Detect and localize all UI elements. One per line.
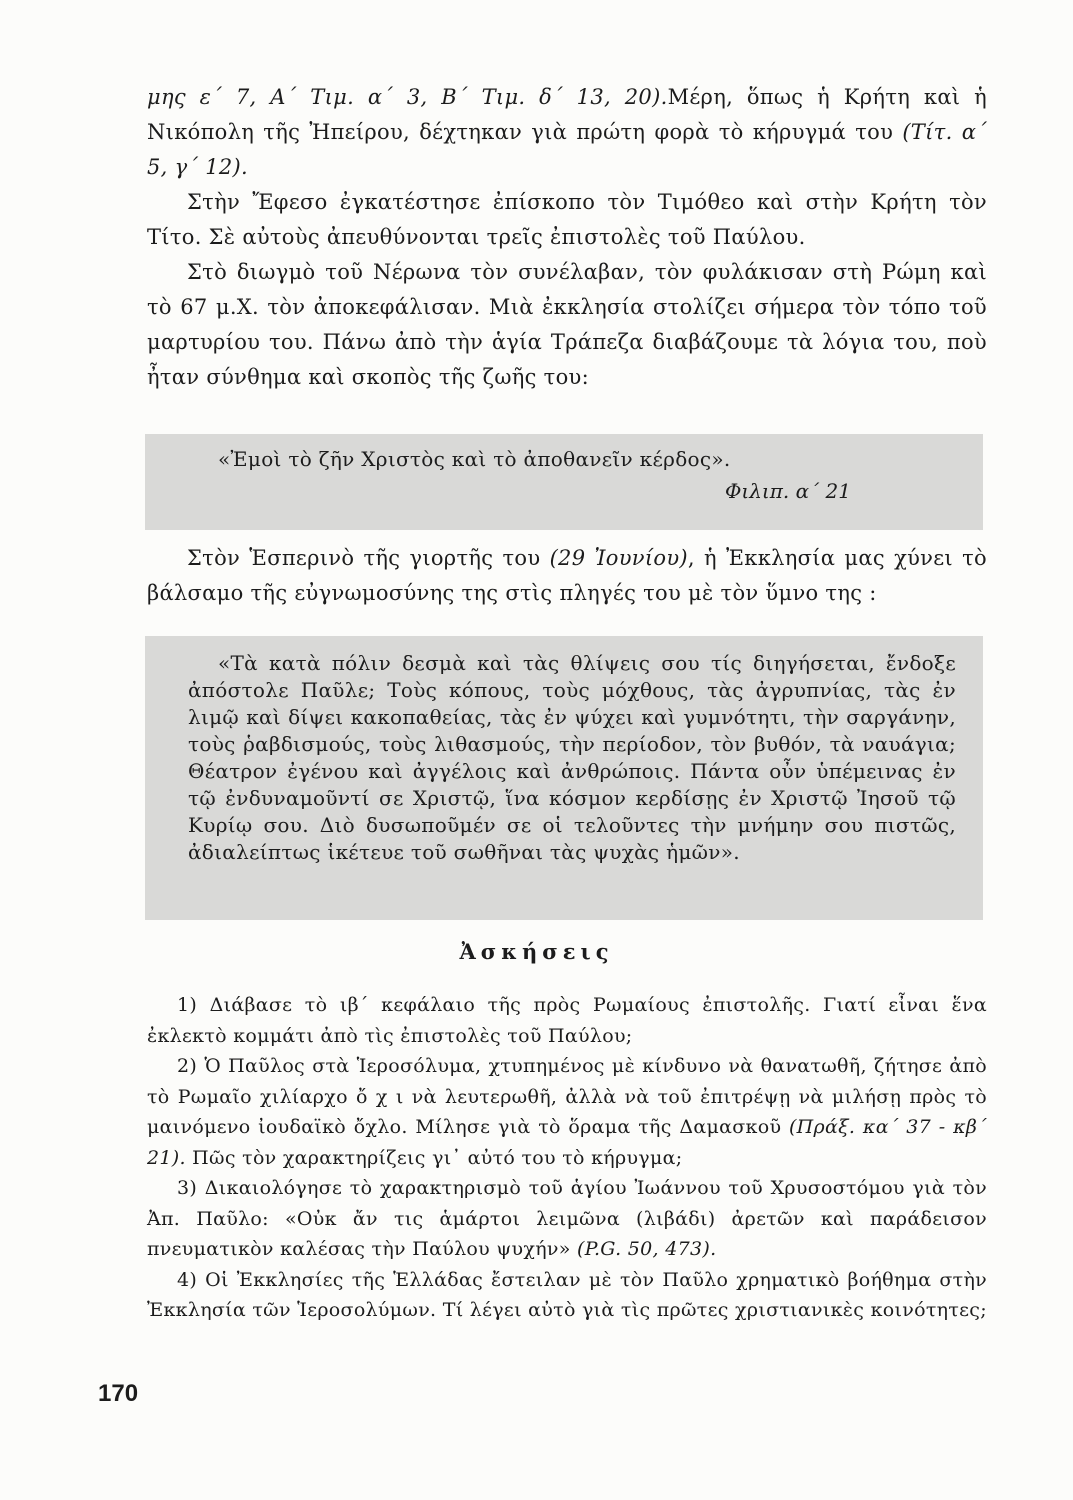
intro-sentence: Μέρη, ὅπως ἡ Κρήτη καὶ ἡ Νικόπολη τῆς Ἠπείρου, δέχτηκαν γιὰ πρώτη φορὰ τὸ κήρυγμά του: [147, 85, 987, 144]
exercise-number: 3): [177, 1177, 198, 1199]
exercise-text: Διάβασε τὸ ιβ΄ κεφάλαιο τῆς πρὸς Ρωμαίους ἐπιστολῆς. Γιατί εἶναι ἕνα ἐκλεκτὸ κομμάτι ἀπὸ τὶς ἐπιστολὲς τοῦ Παύλου;: [147, 994, 988, 1047]
exercise-text: Δικαιολόγησε τὸ χαρακτηρισμὸ τοῦ ἁγίου Ἰωάννου τοῦ Χρυσοστόμου γιὰ τὸν Ἀπ. Παῦλο: «Οὐκ ἄν τις ἁμάρτοι λειμῶνα (λιβάδι) ἀρετῶν καὶ παράδεισον πνευματικὸν καλέσας τὴν Παύλου ψυχήν»: [147, 1177, 987, 1260]
exercise-item: [147, 1173, 987, 1265]
quote-citation: Φιλιπ. α΄ 21: [725, 479, 851, 503]
exercise-item: [147, 1051, 987, 1173]
vespers-text-after: , ἡ Ἐκκλησία μας χύνει τὸ βάλσαμο τῆς εὐγνωμοσύνης της στὶς πληγές του μὲ τὸν ὕμνο της :: [147, 546, 987, 605]
exercise-item: [147, 1265, 987, 1326]
exercise-number: 4): [177, 1268, 198, 1291]
vespers-paragraph: [147, 541, 987, 611]
exercise-item: [147, 990, 987, 1051]
exercise-text: Ὁ Παῦλος στὰ Ἱεροσόλυμα, χτυπημένος μὲ κίνδυνο νὰ θανατωθῆ, ζήτησε ἀπὸ τὸ Ρωμαῖο χιλίαρχο ὄ χ ι νὰ λευτερωθῆ, ἀλλὰ νὰ τοῦ ἐπιτρέψῃ νὰ μιλήσῃ πρὸς τὸ μαινόμενο ἰουδαϊκὸ ὄχλο. Μίλησε γιὰ τὸ ὅραμα τῆς Δαμασκοῦ: [147, 1055, 988, 1138]
page-number: 170: [98, 1380, 139, 1407]
exercises-list: [147, 990, 987, 1326]
patrology-reference: (P.G. 50, 473).: [577, 1238, 717, 1260]
hymn-box: [145, 636, 983, 920]
intro-paragraph-2: Στὴν Ἔφεσο ἐγκατέστησε ἐπίσκοπο τὸν Τιμόθεο καὶ στὴν Κρήτη τὸν Τίτο. Σὲ αὐτοὺς ἀπευθύνονται τρεῖς ἐπιστολὲς τοῦ Παύλου.: [147, 190, 987, 249]
date-reference: (29 Ἰουνίου): [549, 546, 688, 570]
intro-text: [147, 80, 987, 395]
quote-text: «Ἐμοὶ τὸ ζῆν Χριστὸς καὶ τὸ ἀποθανεῖν κέρδος».: [218, 447, 731, 471]
exercise-text: Πῶς τὸν χαρακτηρίζεις γι᾿ αὐτό του τὸ κήρυγμα;: [185, 1146, 683, 1169]
exercise-number: 2): [177, 1055, 198, 1077]
quote-box: [145, 434, 983, 530]
vespers-text-before: Στὸν Ἑσπερινὸ τῆς γιορτῆς του: [187, 546, 550, 570]
vespers-text: [147, 541, 987, 611]
scripture-reference: μης ε΄ 7, Α΄ Τιμ. α΄ 3, Β΄ Τιμ. δ΄ 13, 20).: [147, 85, 668, 109]
intro-paragraph-3: Στὸ διωγμὸ τοῦ Νέρωνα τὸν συνέλαβαν, τὸν φυλάκισαν στὴ Ρώμη καὶ τὸ 67 μ.Χ. τὸν ἀποκεφάλισαν. Μιὰ ἐκκλησία στολίζει σήμερα τὸν τόπο τοῦ μαρτυρίου του. Πάνω ἀπὸ τὴν ἁγία Τράπεζα διαβάζουμε τὰ λόγια του, ποὺ ἦταν σύνθημα καὶ σκοπὸς τῆς ζωῆς του:: [147, 260, 987, 389]
exercises-heading: Ἀσκήσεις: [459, 939, 614, 964]
scripture-reference: (Πράξ. κα΄ 37 - κβ΄ 21).: [147, 1116, 987, 1169]
intro-paragraph-1: [147, 80, 987, 185]
hymn-text: «Τὰ κατὰ πόλιν δεσμὰ καὶ τὰς θλίψεις σου τίς διηγήσεται, ἔνδοξε ἀπόστολε Παῦλε; Τοὺς κόπους, τοὺς μόχθους, τὰς ἀγρυπνίας, τὰς ἐν λιμῷ καὶ δίψει κακοπαθείας, τὰς ἐν ψύχει καὶ γυμνότητι, τὴν σαργάνην, τοὺς ῥαβδισμούς, τοὺς λιθασμούς, τὴν περίοδον, τὸν βυθόν, τὰ ναυάγια; Θέατρον ἐγένου καὶ ἀγγέλοις καὶ ἀνθρώποις. Πάντα οὖν ὑπέμεινας ἐν τῷ ἐνδυναμοῦντί σε Χριστῷ, ἵνα κόσμον κερδίσῃς ἐν Χριστῷ Ἰησοῦ τῷ Κυρίῳ σου. Διὸ δυσωποῦμέν σε οἱ τελοῦντες τὴν μνήμην σου πιστῶς, ἀδιαλείπτως ἱκέτευε τοῦ σωθῆναι τὰς ψυχὰς ἡμῶν».: [188, 651, 956, 864]
exercise-number: 1): [177, 994, 198, 1016]
exercise-text: Οἱ Ἐκκλησίες τῆς Ἑλλάδας ἔστειλαν μὲ τὸν Παῦλο χρηματικὸ βοήθημα στὴν Ἐκκλησία τῶν Ἱεροσολύμων. Τί λέγει αὐτὸ γιὰ τὶς πρῶτες χριστιανικὲς κοινότητες;: [147, 1268, 987, 1321]
scripture-reference: (Τίτ. α΄ 5, γ΄ 12).: [147, 120, 987, 179]
